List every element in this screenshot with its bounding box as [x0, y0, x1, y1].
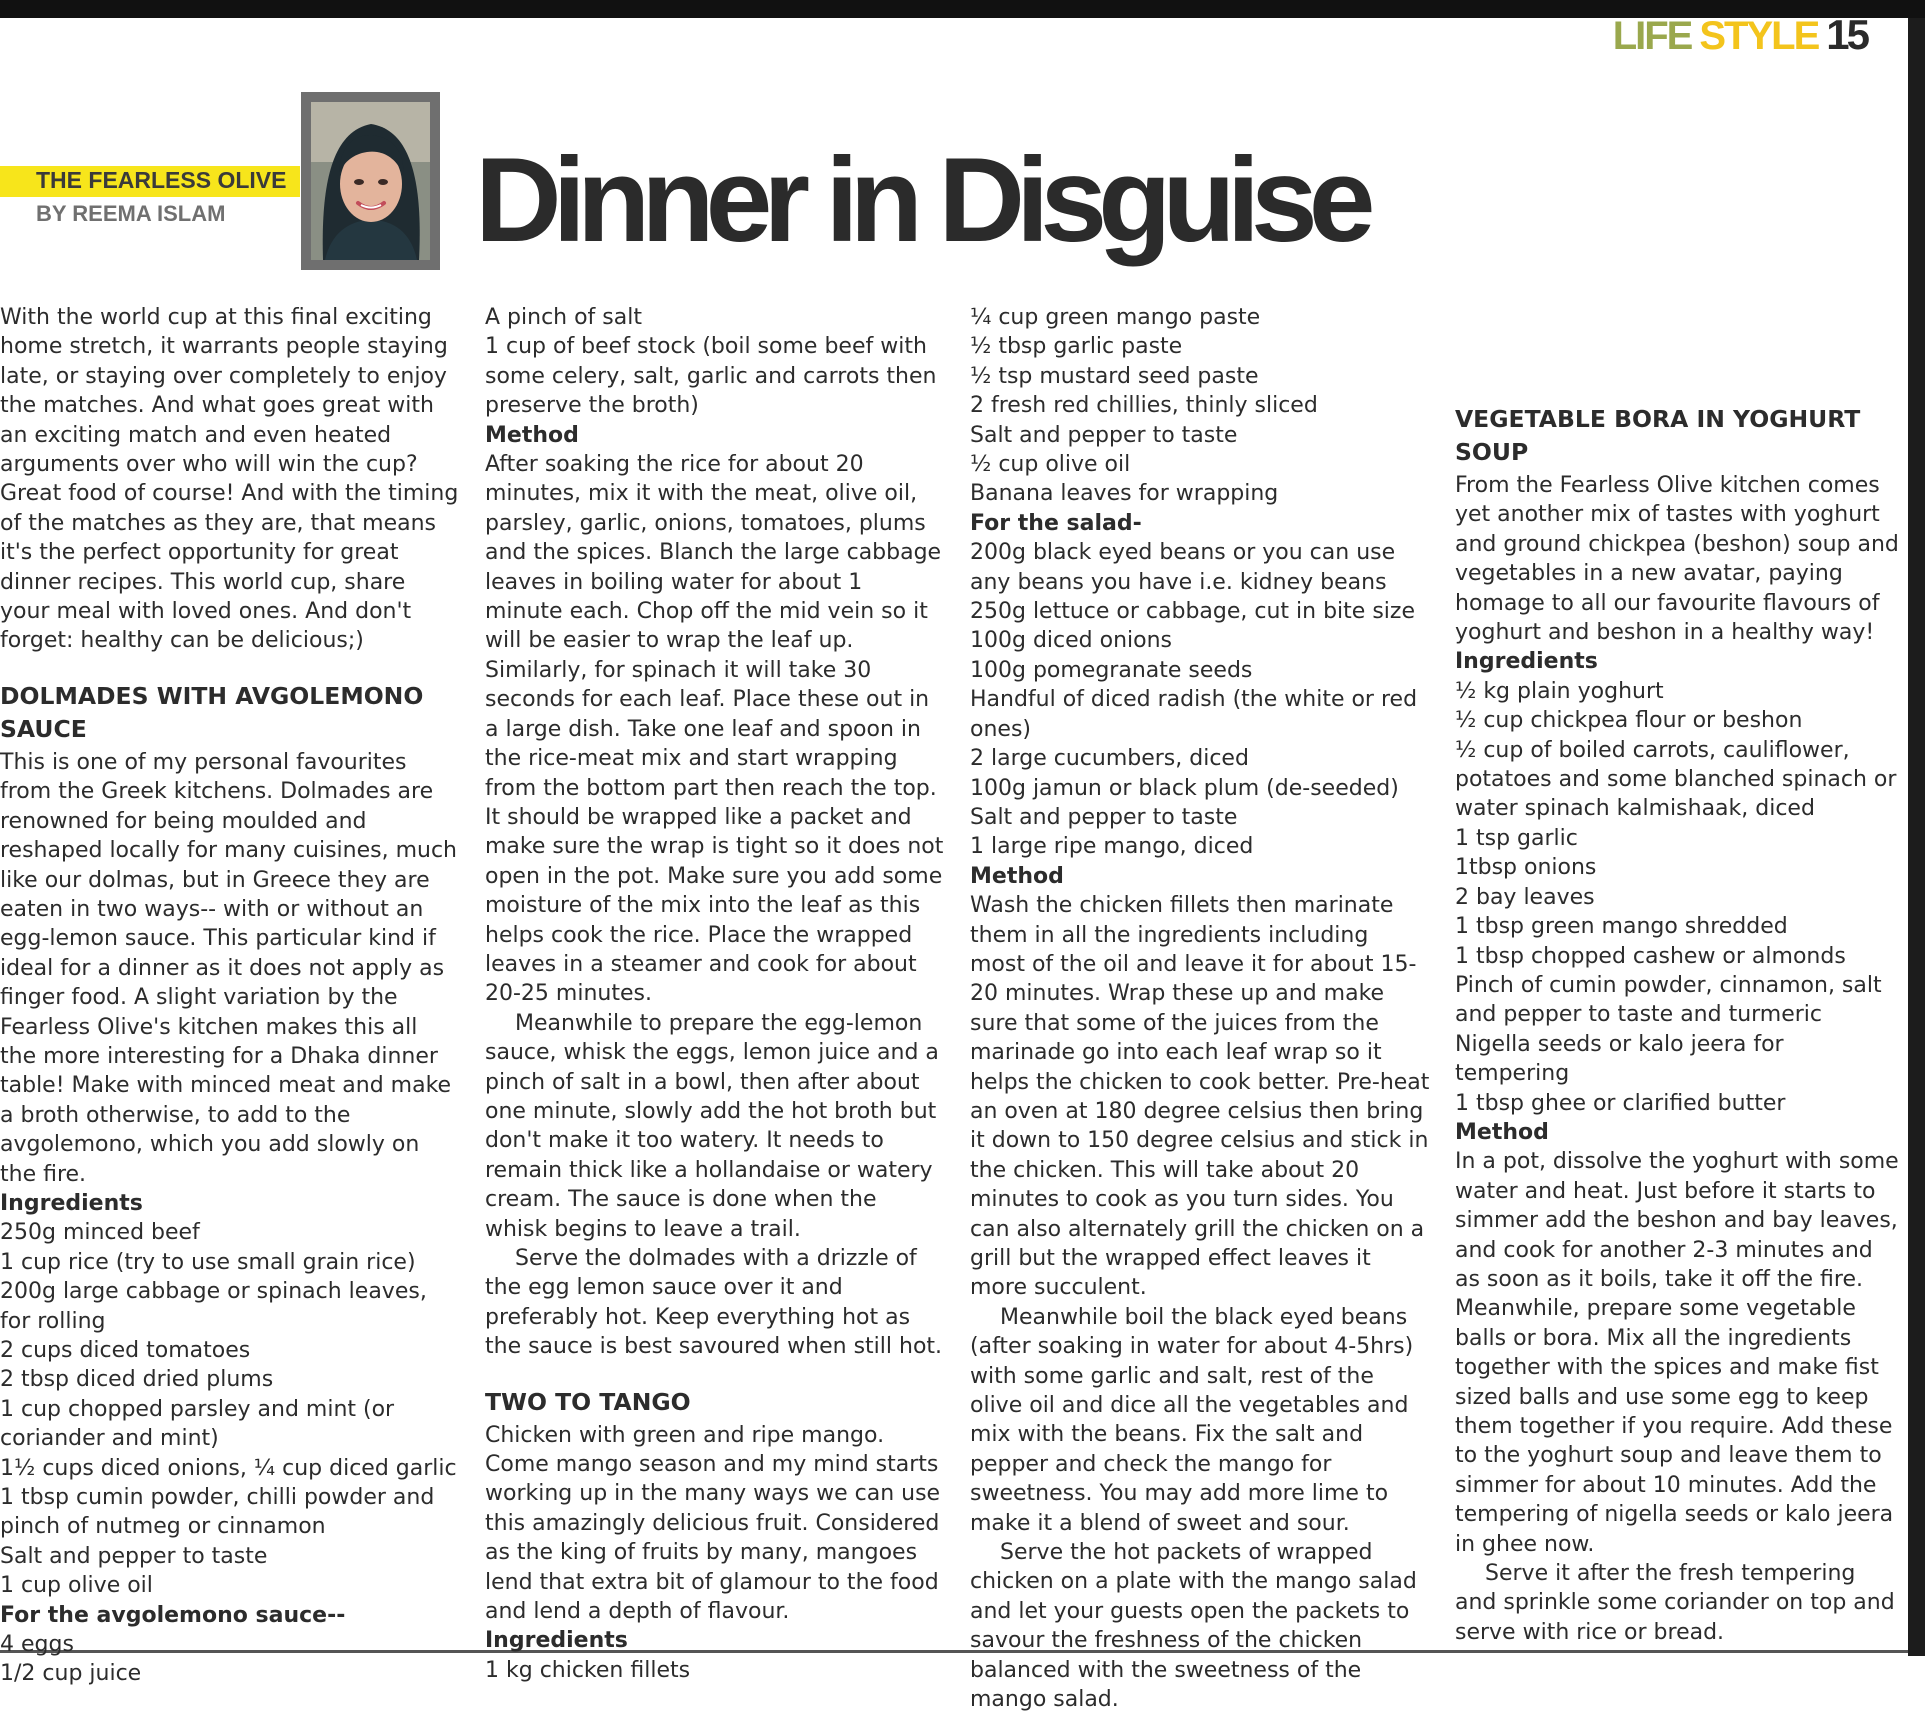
ingredient: Salt and pepper to taste [970, 422, 1238, 448]
ingredient: 1 tbsp green mango shredded [1455, 914, 1788, 940]
column-4 [1455, 303, 1903, 1647]
author-photo [301, 92, 440, 270]
ingredient: 4 eggs [0, 1632, 74, 1658]
recipe-title: VEGETABLE BORA IN YOGHURT SOUP [1455, 405, 1861, 466]
recipe-description: From the Fearless Olive kitchen comes yet another mix of tastes with yoghurt and ground chickpea (beshon) soup and vegetables in a new avatar, paying homage to all our favourite flavours of yoghurt and beshon in a healthy way! [1455, 473, 1899, 646]
ingredient: 2 cups diced tomatoes [0, 1338, 251, 1363]
method-heading: Method [1455, 1119, 1549, 1145]
method-paragraph: In a pot, dissolve the yoghurt with some water and heat. Just before it starts to simmer add the beshon and bay leaves, and cook for another 2-3 minutes and as soon as it boils, take it off the fire. Meanwhile, prepare some vegetable balls or bora. Mix all the ingredients together with the spices and make fist sized balls and use some egg to keep them together if you require. Add these to the yoghurt soup and leave them to simmer for about 10 minutes. Add the tempering of nigella seeds or kalo jeera in ghee now. [1455, 1149, 1899, 1557]
column-1 [0, 303, 460, 1689]
method-paragraph: Meanwhile boil the black eyed beans (after soaking in water for about 4-5hrs) with some garlic and salt, rest of the olive oil and dice all the vegetables and mix with the beans. Fix the salt and pepper and check the mango for sweetness. You may add more lime to make it a blend of sweet and sour. [970, 1304, 1414, 1536]
column-2 [485, 303, 945, 1685]
ingredient: 2 bay leaves [1455, 884, 1595, 910]
ingredient: 2 fresh red chillies, thinly sliced [970, 393, 1318, 419]
ingredient: 250g lettuce or cabbage, cut in bite size [970, 599, 1415, 625]
method-paragraph: Wash the chicken fillets then marinate them in all the ingredients including most of the oil and leave it for about 15-20 minutes. Wrap these up and make sure that some of the juices from the marinade go into each leaf wrap so it helps the chicken to cook better. Pre-heat an oven at 180 degree celsius then bring it down to 150 degree celsius and stick in the chicken. This will take about 20 minutes to cook as you turn sides. You can also alternately grill the chicken on a grill but the wrapped effect leaves it more succulent. [970, 893, 1430, 1301]
ingredients-heading: Ingredients [0, 1190, 143, 1216]
headline: Dinner in Disguise [475, 133, 1367, 267]
ingredient: Salt and pepper to taste [0, 1543, 268, 1569]
salad-heading: For the salad- [970, 510, 1142, 536]
ingredient: 2 tbsp diced dried plums [0, 1367, 274, 1393]
ingredient: 100g jamun or black plum (de-seeded) [970, 775, 1399, 801]
ingredient: ½ cup of boiled carrots, cauliflower, potatoes and some blanched spinach or water spinach kalmishaak, diced [1455, 737, 1897, 822]
portrait-image [311, 102, 430, 260]
ingredient: Nigella seeds or kalo jeera for tempering [1455, 1031, 1784, 1087]
ingredient: 1 tbsp cumin powder, chilli powder and pinch of nutmeg or cinnamon [0, 1485, 435, 1540]
ingredient: 1 cup of beef stock (boil some beef with some celery, salt, garlic and carrots then preserve the broth) [485, 334, 937, 419]
section-header [1612, 11, 1867, 58]
page-number: 15 [1826, 11, 1867, 58]
method-heading: Method [970, 863, 1064, 889]
ingredient: 1 kg chicken fillets [485, 1657, 691, 1683]
ingredient: 1 cup olive oil [0, 1573, 153, 1599]
method-paragraph: Serve the hot packets of wrapped chicken on a plate with the mango salad and let your guests open the packets to savour the freshness of the chicken balanced with the sweetness of the mango salad. [970, 1540, 1417, 1713]
section-life: LIFE [1612, 14, 1692, 58]
ingredient: 1 cup chopped parsley and mint (or coriander and mint) [0, 1396, 395, 1452]
ingredients-heading: Ingredients [485, 1628, 628, 1654]
ingredient: 1tbsp onions [1455, 855, 1597, 881]
recipe-description: This is one of my personal favourites from the Greek kitchens. Dolmades are renowned for being moulded and reshaped locally for many cuisines, much like our dolmas, but in Greece they are eaten in two ways-- with or without an egg-lemon sauce. This particular kind if ideal for a dinner as it does not apply as finger food. A slight variation by the Fearless Olive's kitchen makes this all the more interesting for a Dhaka dinner table! Make with minced meat and make a broth otherwise, to add to the avgolemono, which you add slowly on the fire. [0, 749, 458, 1187]
ingredient: ½ tsp mustard seed paste [970, 363, 1259, 389]
byline: BY REEMA ISLAM [36, 201, 226, 226]
ingredient: 100g diced onions [970, 628, 1172, 654]
method-paragraph: After soaking the rice for about 20 minutes, mix it with the meat, olive oil, parsley, garlic, onions, tomatoes, plums and the spices. Blanch the large cabbage leaves in boiling water for about 1 minute each. Chop off the mid vein so it will be easier to wrap the leaf up. Similarly, for spinach it will take 30 seconds for each leaf. Place these out in a large dish. Take one leaf and spoon in the rice-meat mix and start wrapping from the bottom part then reach the top. It should be wrapped like a packet and make sure the wrap is tight so it does not open in the pot. Make sure you add some moisture of the mix into the leaf as this helps cook the rice. Place the wrapped leaves in a steamer and cook for about 20-25 minutes. [485, 452, 944, 1007]
ingredient: 1½ cups diced onions, ¼ cup diced garlic [0, 1455, 457, 1481]
ingredient: ½ kg plain yoghurt [1455, 678, 1664, 704]
ingredient: 2 large cucumbers, diced [970, 746, 1249, 772]
sauce-heading: For the avgolemono sauce-- [0, 1602, 346, 1628]
ingredient: 200g black eyed beans or you can use any beans you have i.e. kidney beans [970, 540, 1396, 595]
ingredient: Handful of diced radish (the white or red ones) [970, 687, 1418, 742]
ingredient: 1 tbsp ghee or clarified butter [1455, 1090, 1786, 1116]
column-name: THE FEARLESS OLIVE [36, 167, 287, 193]
ingredient: 1 large ripe mango, diced [970, 834, 1254, 860]
section-style: STYLE [1699, 14, 1819, 58]
column-3 [970, 303, 1430, 1715]
ingredient: ½ tbsp garlic paste [970, 334, 1183, 360]
ingredient: Banana leaves for wrapping [970, 481, 1279, 507]
ingredient: ¼ cup green mango paste [970, 305, 1261, 330]
intro-paragraph: With the world cup at this final exciting home stretch, it warrants people staying late, or staying over completely to enjoy the matches. And what goes great with an exciting match and even heated arguments over who will win the cup? Great food of course! And with the timing of the matches as they are, that means it's the perfect opportunity for great dinner recipes. This world cup, share your meal with loved ones. And don't forget: healthy can be delicious;) [0, 305, 459, 654]
method-heading: Method [485, 422, 579, 448]
ingredient: Salt and pepper to taste [970, 804, 1238, 830]
recipe-title: TWO TO TANGO [485, 1387, 691, 1416]
ingredient: A pinch of salt [485, 305, 642, 330]
ingredient: 1 tbsp chopped cashew or almonds [1455, 943, 1846, 969]
ingredient: 100g pomegranate seeds [970, 657, 1253, 683]
ingredient: 1 tsp garlic [1455, 825, 1578, 851]
method-paragraph: Serve the dolmades with a drizzle of the egg lemon sauce over it and preferably hot. Keep everything hot as the sauce is best savoured when still hot. [485, 1246, 943, 1360]
ingredient: ½ cup chickpea flour or beshon [1455, 708, 1803, 734]
method-paragraph: Meanwhile to prepare the egg-lemon sauce, whisk the eggs, lemon juice and a pinch of salt in a bowl, then after about one minute, slowly add the hot broth but don't make it too watery. It needs to remain thick like a hollandaise or watery cream. The sauce is done when the whisk begins to leave a trail. [485, 1010, 939, 1242]
ingredients-heading: Ingredients [1455, 649, 1598, 675]
ingredient: 1/2 cup juice [0, 1661, 142, 1687]
page-edge [1908, 18, 1925, 1656]
ingredient: ½ cup olive oil [970, 452, 1131, 478]
ingredient: Pinch of cumin powder, cinnamon, salt and pepper to taste and turmeric [1455, 972, 1882, 1028]
recipe-description: Chicken with green and ripe mango. Come mango season and my mind starts working up in the many ways we can use this amazingly delicious fruit. Considered as the king of fruits by many, mangoes lend that extra bit of glamour to the food and lend a depth of flavour. [485, 1422, 941, 1625]
ingredient: 1 cup rice (try to use small grain rice) [0, 1249, 416, 1275]
ingredient: 200g large cabbage or spinach leaves, for rolling [0, 1279, 427, 1334]
method-paragraph: Serve it after the fresh tempering and sprinkle some coriander on top and serve with rice or bread. [1455, 1561, 1895, 1645]
ingredient: 250g minced beef [0, 1220, 200, 1246]
recipe-title: DOLMADES WITH AVGOLEMONO SAUCE [0, 681, 424, 743]
